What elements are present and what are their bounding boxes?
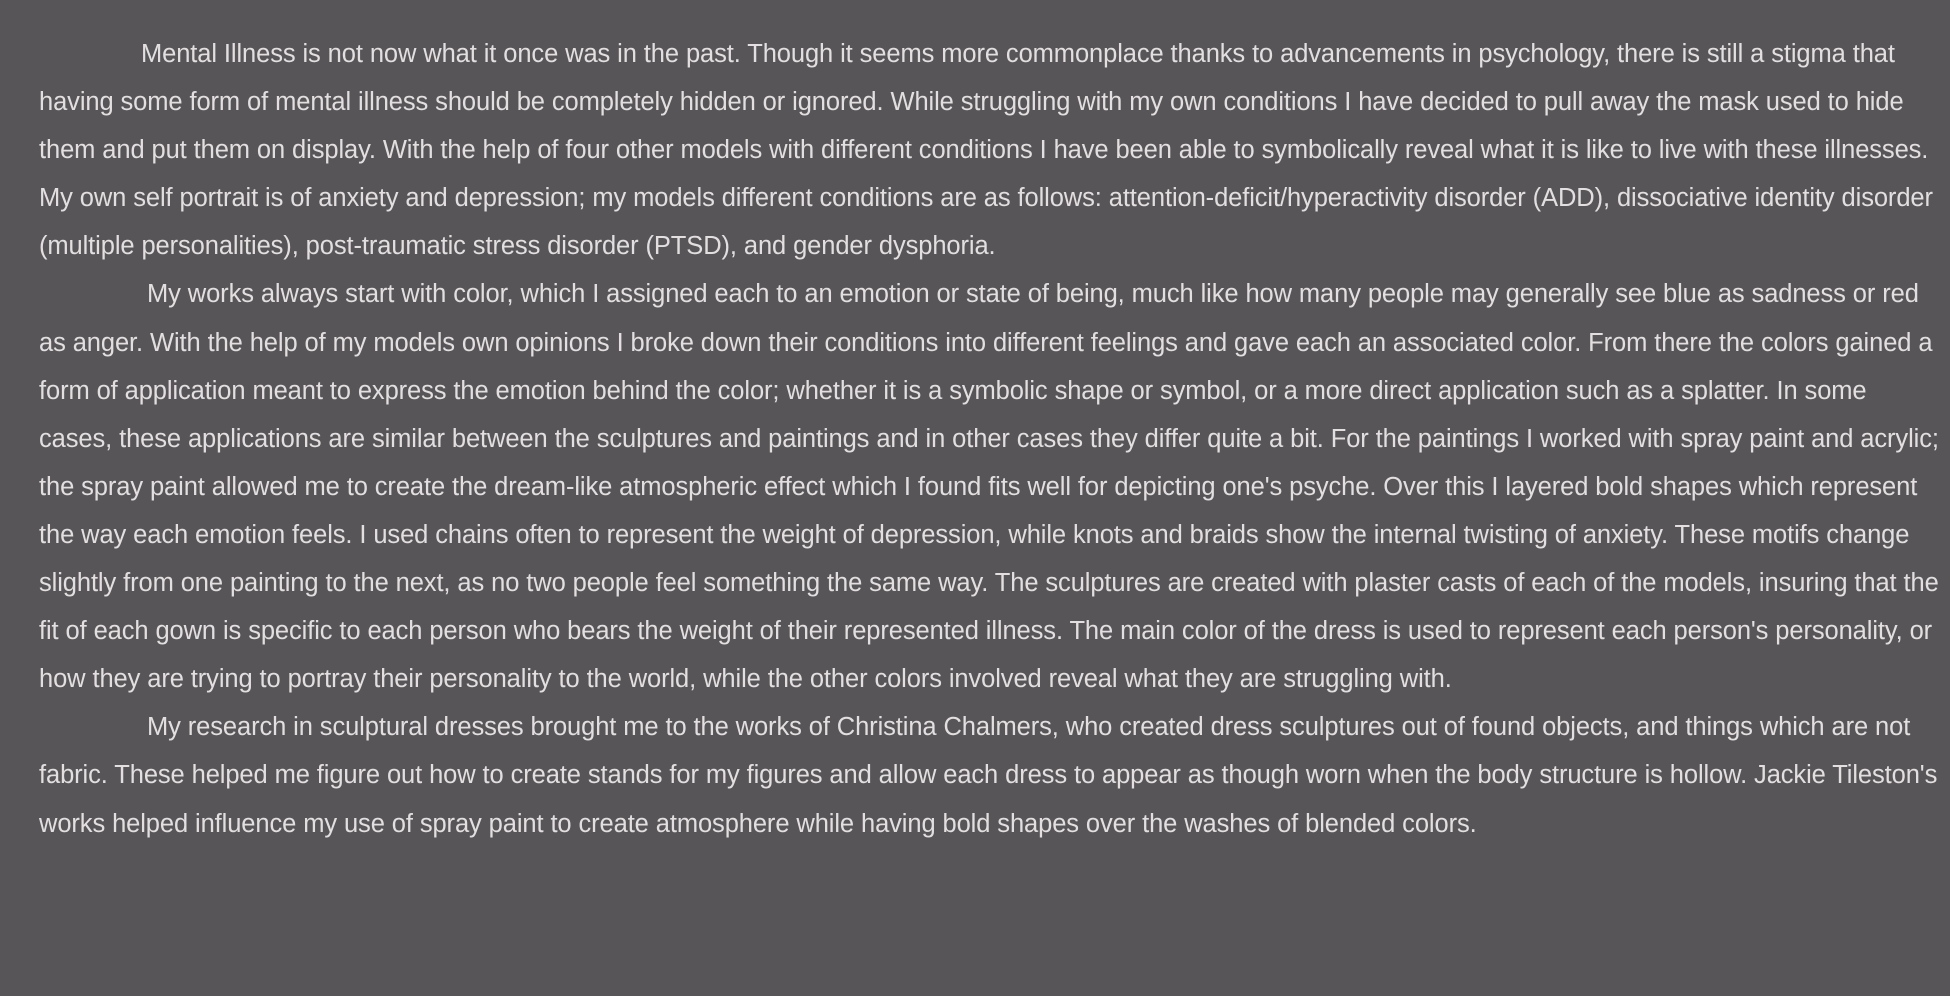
paragraph-process: My works always start with color, which I assigned each to an emotion or state of being, much like how many people may generally see blue as sadness or red as anger. With the help of my models own opinions I broke down their conditions into different feelings and gave each an associated color. From there the colors gained a form of application meant to express the emotion behind the color; whether it is a symbolic shape or symbol, or a more direct application such as a splatter. In some cases, these applications are similar between the sculptures and paintings and in other cases they differ quite a bit. For the paintings I worked with spray paint and acrylic; the spray paint allowed me to create the dream-like atmospheric effect which I found fits well for depicting one's psyche. Over this I layered bold shapes which represent the way each emotion feels. I used chains often to represent the weight of depression, while knots and braids show the internal twisting of anxiety. These motifs change slightly from one painting to the next, as no two people feel something the same way. The sculptures are created with plaster casts of each of the models, insuring that the fit of each gown is specific to each person who bears the weight of their represented illness. The main color of the dress is used to represent each person's personality, or how they are trying to portray their personality to the world, while the other colors involved reveal what they are struggling with. — [39, 280, 1939, 694]
paragraph-research: My research in sculptural dresses brought me to the works of Christina Chalmers, who created dress sculptures out of found objects, and things which are not fabric. These helped me figure out how to create stands for my figures and allow each dress to appear as though worn when the body structure is hollow. Jackie Tileston's works helped influence my use of spray paint to create atmosphere while having bold shapes over the washes of blended colors. — [39, 713, 1938, 838]
paragraph-intro: Mental Illness is not now what it once was in the past. Though it seems more commonplace thanks to advancements in psychology, there is still a stigma that having some form of mental illness should be completely hidden or ignored. While struggling with my own conditions I have decided to pull away the mask used to hide them and put them on display. With the help of four other models with different conditions I have been able to symbolically reveal what it is like to live with these illnesses. My own self portrait is of anxiety and depression; my models different conditions are as follows: attention-deficit/hyperactivity disorder (ADD), dissociative identity disorder (multiple personalities), post-traumatic stress disorder (PTSD), and gender dysphoria. — [39, 40, 1933, 261]
